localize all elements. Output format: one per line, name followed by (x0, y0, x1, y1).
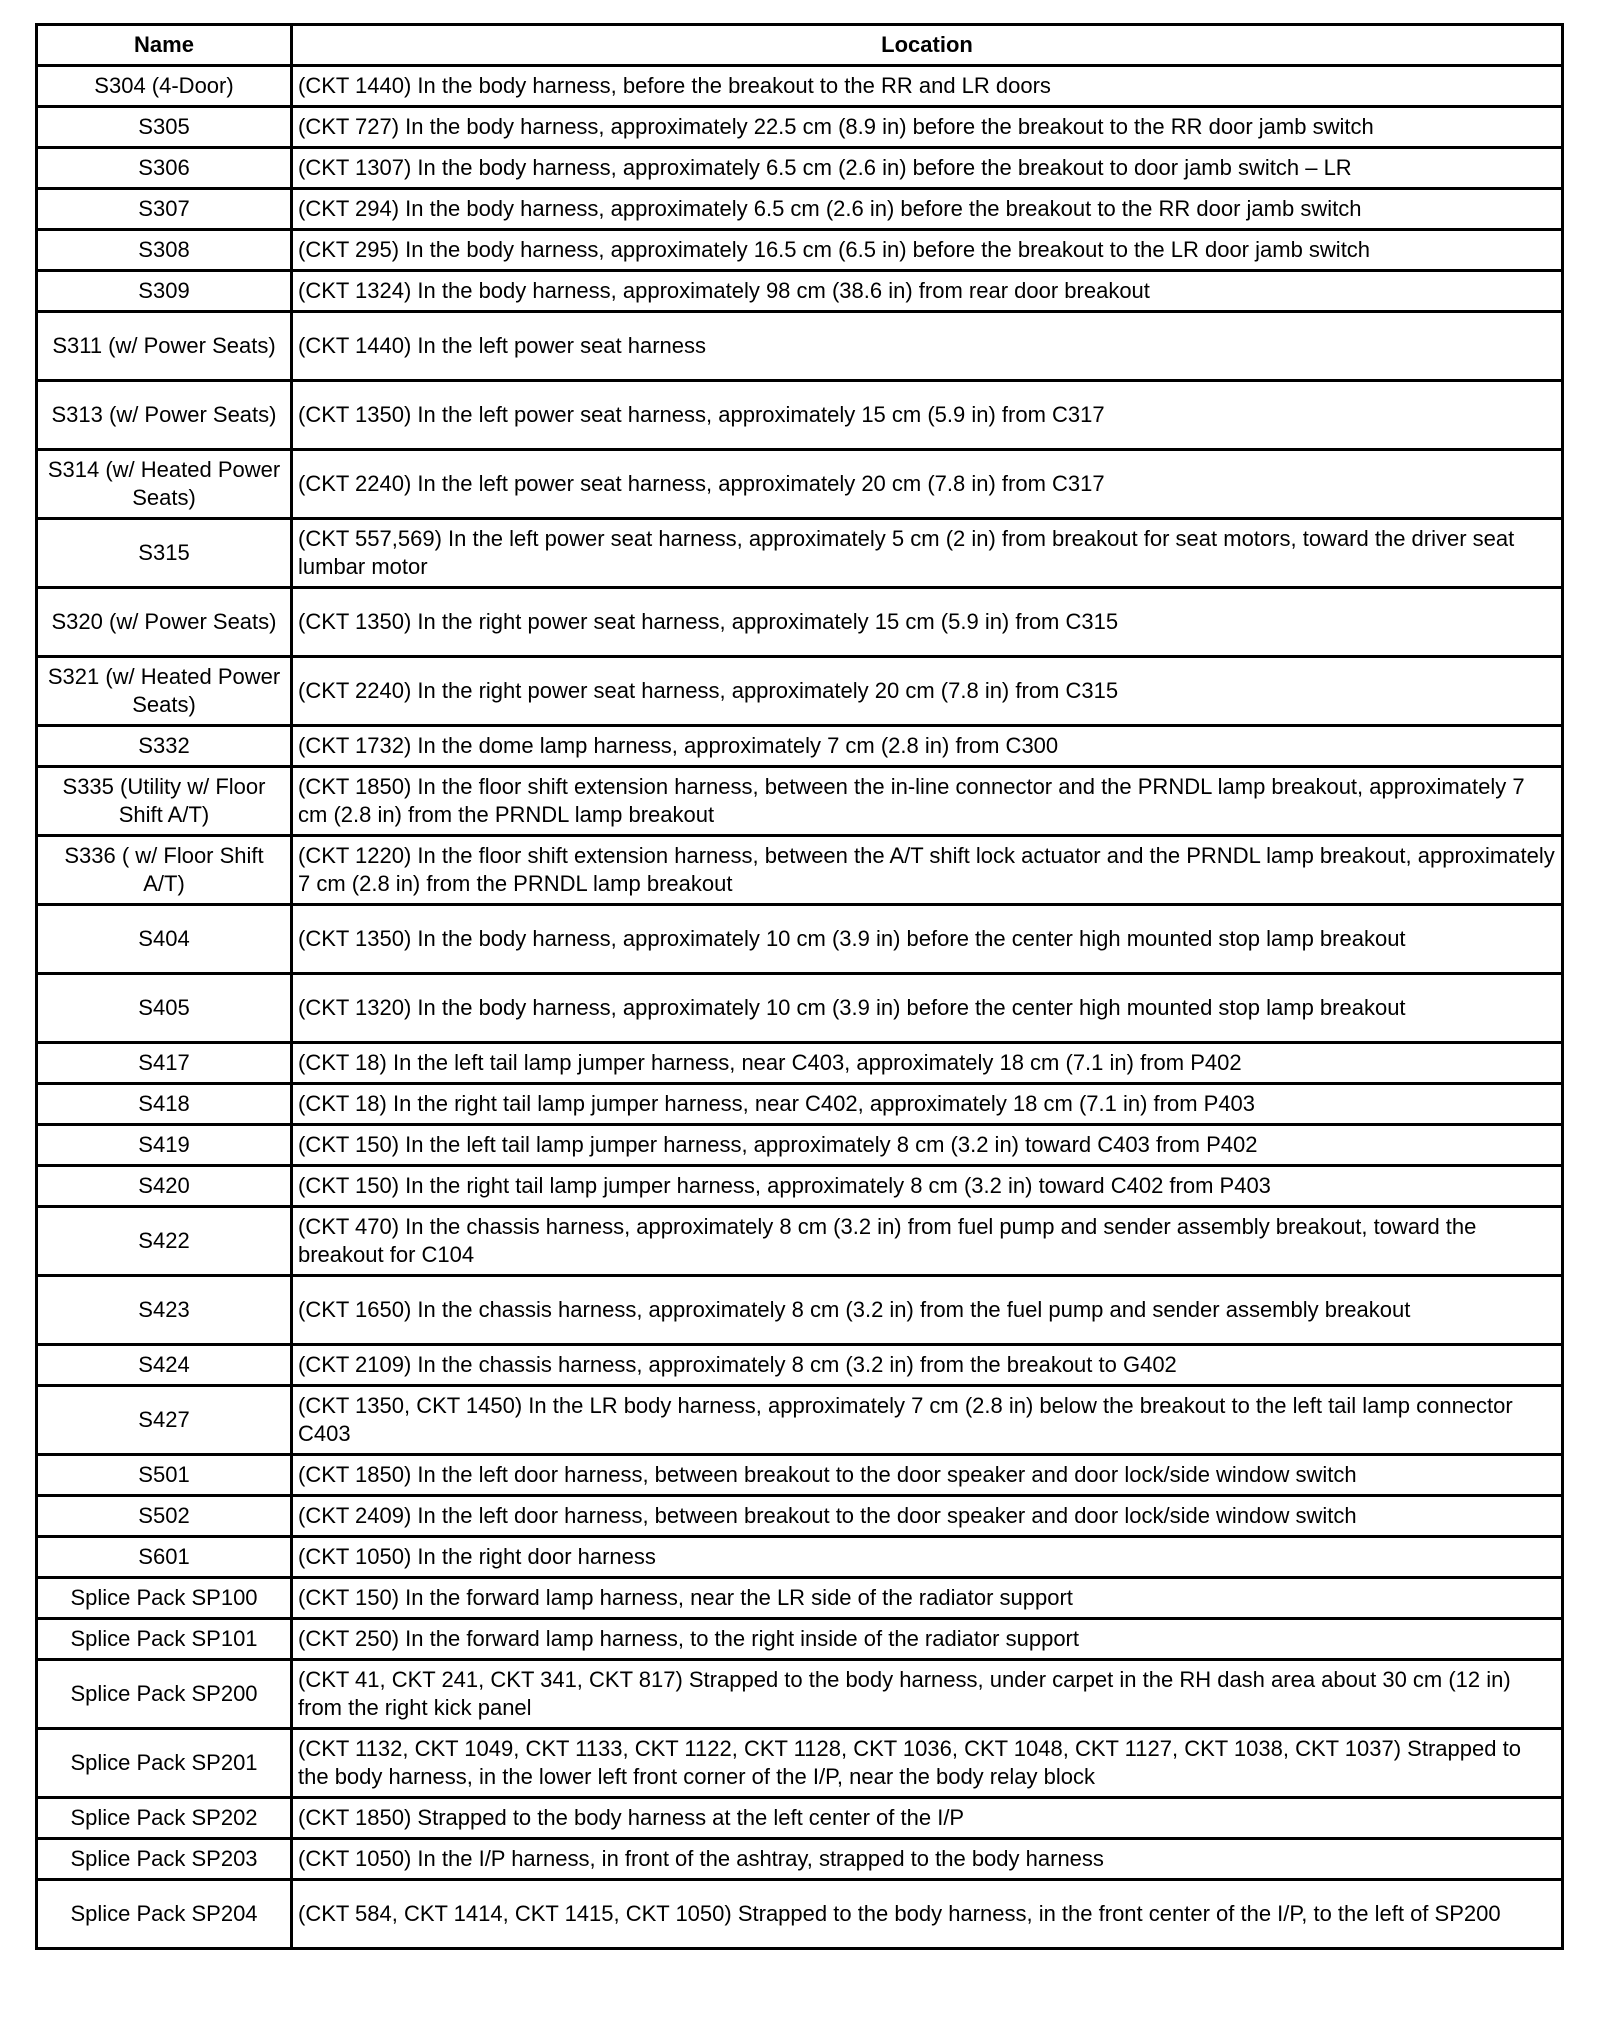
splice-name-cell: Splice Pack SP200 (37, 1660, 292, 1729)
splice-location-cell: (CKT 1440) In the body harness, before the breakout to the RR and LR doors (292, 66, 1563, 107)
splice-location-cell: (CKT 2240) In the right power seat harness, approximately 20 cm (7.8 in) from C315 (292, 657, 1563, 726)
table-row (37, 836, 1563, 905)
table-row (37, 1455, 1563, 1496)
splice-name-cell: S306 (37, 148, 292, 189)
splice-location-cell: (CKT 1350) In the body harness, approximately 10 cm (3.9 in) before the center high mounted stop lamp breakout (292, 905, 1563, 974)
splice-name-cell: S309 (37, 271, 292, 312)
splice-location-cell: (CKT 250) In the forward lamp harness, to the right inside of the radiator support (292, 1619, 1563, 1660)
splice-name-cell: S336 ( w/ Floor Shift A/T) (37, 836, 292, 905)
splice-location-cell: (CKT 1350, CKT 1450) In the LR body harness, approximately 7 cm (2.8 in) below the breakout to the left tail lamp connector C403 (292, 1386, 1563, 1455)
table-row (37, 1729, 1563, 1798)
splice-name-cell: S313 (w/ Power Seats) (37, 381, 292, 450)
splice-location-cell: (CKT 1850) In the left door harness, between breakout to the door speaker and door lock/side window switch (292, 1455, 1563, 1496)
table-row (37, 1660, 1563, 1729)
column-header-name: Name (37, 25, 292, 66)
table-header (37, 25, 1563, 66)
header-row (37, 25, 1563, 66)
table-row (37, 148, 1563, 189)
splice-location-table (35, 23, 1564, 1950)
splice-location-cell: (CKT 1320) In the body harness, approximately 10 cm (3.9 in) before the center high mounted stop lamp breakout (292, 974, 1563, 1043)
splice-name-cell: S417 (37, 1043, 292, 1084)
splice-name-cell: Splice Pack SP204 (37, 1880, 292, 1949)
splice-name-cell: S321 (w/ Heated Power Seats) (37, 657, 292, 726)
splice-name-cell: S404 (37, 905, 292, 974)
splice-name-cell: S305 (37, 107, 292, 148)
splice-name-cell: Splice Pack SP202 (37, 1798, 292, 1839)
splice-location-cell: (CKT 1220) In the floor shift extension harness, between the A/T shift lock actuator and the PRNDL lamp breakout, approximately 7 cm (2.8 in) from the PRNDL lamp breakout (292, 836, 1563, 905)
splice-location-cell: (CKT 557,569) In the left power seat harness, approximately 5 cm (2 in) from breakout for seat motors, toward the driver seat lumbar motor (292, 519, 1563, 588)
splice-location-cell: (CKT 294) In the body harness, approximately 6.5 cm (2.6 in) before the breakout to the RR door jamb switch (292, 189, 1563, 230)
splice-name-cell: S501 (37, 1455, 292, 1496)
table-row (37, 1496, 1563, 1537)
splice-location-cell: (CKT 727) In the body harness, approximately 22.5 cm (8.9 in) before the breakout to the RR door jamb switch (292, 107, 1563, 148)
splice-name-cell: S320 (w/ Power Seats) (37, 588, 292, 657)
splice-location-cell: (CKT 1650) In the chassis harness, approximately 8 cm (3.2 in) from the fuel pump and sender assembly breakout (292, 1276, 1563, 1345)
table-row (37, 767, 1563, 836)
splice-location-cell: (CKT 1050) In the right door harness (292, 1537, 1563, 1578)
splice-name-cell: S311 (w/ Power Seats) (37, 312, 292, 381)
splice-name-cell: S502 (37, 1496, 292, 1537)
splice-name-cell: S315 (37, 519, 292, 588)
splice-location-cell: (CKT 41, CKT 241, CKT 341, CKT 817) Strapped to the body harness, under carpet in the RH dash area about 30 cm (12 in) from the right kick panel (292, 1660, 1563, 1729)
table-row (37, 1386, 1563, 1455)
splice-location-cell: (CKT 1440) In the left power seat harness (292, 312, 1563, 381)
splice-location-cell: (CKT 1850) Strapped to the body harness at the left center of the I/P (292, 1798, 1563, 1839)
splice-name-cell: S332 (37, 726, 292, 767)
splice-name-cell: S307 (37, 189, 292, 230)
table-row (37, 657, 1563, 726)
splice-name-cell: S419 (37, 1125, 292, 1166)
table-row (37, 271, 1563, 312)
table-row (37, 974, 1563, 1043)
table-row (37, 726, 1563, 767)
table-row (37, 1166, 1563, 1207)
splice-name-cell: S427 (37, 1386, 292, 1455)
splice-name-cell: S308 (37, 230, 292, 271)
table-row (37, 230, 1563, 271)
splice-location-cell: (CKT 1307) In the body harness, approximately 6.5 cm (2.6 in) before the breakout to door jamb switch – LR (292, 148, 1563, 189)
table-row (37, 519, 1563, 588)
splice-location-cell: (CKT 1350) In the left power seat harness, approximately 15 cm (5.9 in) from C317 (292, 381, 1563, 450)
splice-location-cell: (CKT 150) In the right tail lamp jumper harness, approximately 8 cm (3.2 in) toward C402 from P403 (292, 1166, 1563, 1207)
splice-location-cell: (CKT 470) In the chassis harness, approximately 8 cm (3.2 in) from fuel pump and sender assembly breakout, toward the breakout for C104 (292, 1207, 1563, 1276)
splice-location-cell: (CKT 1350) In the right power seat harness, approximately 15 cm (5.9 in) from C315 (292, 588, 1563, 657)
splice-location-cell: (CKT 150) In the left tail lamp jumper harness, approximately 8 cm (3.2 in) toward C403 from P402 (292, 1125, 1563, 1166)
table-row (37, 312, 1563, 381)
splice-name-cell: S304 (4-Door) (37, 66, 292, 107)
splice-location-cell: (CKT 18) In the right tail lamp jumper harness, near C402, approximately 18 cm (7.1 in) from P403 (292, 1084, 1563, 1125)
splice-name-cell: S420 (37, 1166, 292, 1207)
table-row (37, 588, 1563, 657)
splice-location-cell: (CKT 584, CKT 1414, CKT 1415, CKT 1050) Strapped to the body harness, in the front center of the I/P, to the left of SP200 (292, 1880, 1563, 1949)
table-row (37, 381, 1563, 450)
splice-name-cell: S424 (37, 1345, 292, 1386)
table-row (37, 450, 1563, 519)
table-row (37, 189, 1563, 230)
table-body (37, 66, 1563, 1949)
table-row (37, 107, 1563, 148)
splice-name-cell: Splice Pack SP201 (37, 1729, 292, 1798)
table-row (37, 1125, 1563, 1166)
splice-name-cell: S418 (37, 1084, 292, 1125)
table-row (37, 1619, 1563, 1660)
table-row (37, 1839, 1563, 1880)
table-row (37, 1207, 1563, 1276)
splice-location-cell: (CKT 1732) In the dome lamp harness, approximately 7 cm (2.8 in) from C300 (292, 726, 1563, 767)
table-row (37, 1276, 1563, 1345)
splice-location-cell: (CKT 1324) In the body harness, approximately 98 cm (38.6 in) from rear door breakout (292, 271, 1563, 312)
splice-name-cell: Splice Pack SP100 (37, 1578, 292, 1619)
splice-location-cell: (CKT 2109) In the chassis harness, approximately 8 cm (3.2 in) from the breakout to G402 (292, 1345, 1563, 1386)
splice-location-cell: (CKT 2409) In the left door harness, between breakout to the door speaker and door lock/side window switch (292, 1496, 1563, 1537)
splice-name-cell: S423 (37, 1276, 292, 1345)
table-row (37, 1798, 1563, 1839)
table-row (37, 905, 1563, 974)
table-row (37, 1880, 1563, 1949)
splice-name-cell: S335 (Utility w/ Floor Shift A/T) (37, 767, 292, 836)
splice-name-cell: S314 (w/ Heated Power Seats) (37, 450, 292, 519)
splice-location-cell: (CKT 18) In the left tail lamp jumper harness, near C403, approximately 18 cm (7.1 in) from P402 (292, 1043, 1563, 1084)
splice-location-cell: (CKT 295) In the body harness, approximately 16.5 cm (6.5 in) before the breakout to the LR door jamb switch (292, 230, 1563, 271)
table-row (37, 1043, 1563, 1084)
table-row (37, 66, 1563, 107)
table-row (37, 1345, 1563, 1386)
splice-name-cell: Splice Pack SP101 (37, 1619, 292, 1660)
splice-name-cell: S422 (37, 1207, 292, 1276)
splice-location-cell: (CKT 150) In the forward lamp harness, near the LR side of the radiator support (292, 1578, 1563, 1619)
splice-location-cell: (CKT 1132, CKT 1049, CKT 1133, CKT 1122, CKT 1128, CKT 1036, CKT 1048, CKT 1127, CKT 1038, CKT 1037) Strapped to the body harness, in the lower left front corner of the I/P, near the body relay block (292, 1729, 1563, 1798)
splice-location-cell: (CKT 1850) In the floor shift extension harness, between the in-line connector and the PRNDL lamp breakout, approximately 7 cm (2.8 in) from the PRNDL lamp breakout (292, 767, 1563, 836)
splice-name-cell: S405 (37, 974, 292, 1043)
column-header-location: Location (292, 25, 1563, 66)
splice-location-cell: (CKT 1050) In the I/P harness, in front of the ashtray, strapped to the body harness (292, 1839, 1563, 1880)
splice-name-cell: Splice Pack SP203 (37, 1839, 292, 1880)
splice-name-cell: S601 (37, 1537, 292, 1578)
table-row (37, 1084, 1563, 1125)
table-row (37, 1578, 1563, 1619)
table-row (37, 1537, 1563, 1578)
splice-location-cell: (CKT 2240) In the left power seat harness, approximately 20 cm (7.8 in) from C317 (292, 450, 1563, 519)
